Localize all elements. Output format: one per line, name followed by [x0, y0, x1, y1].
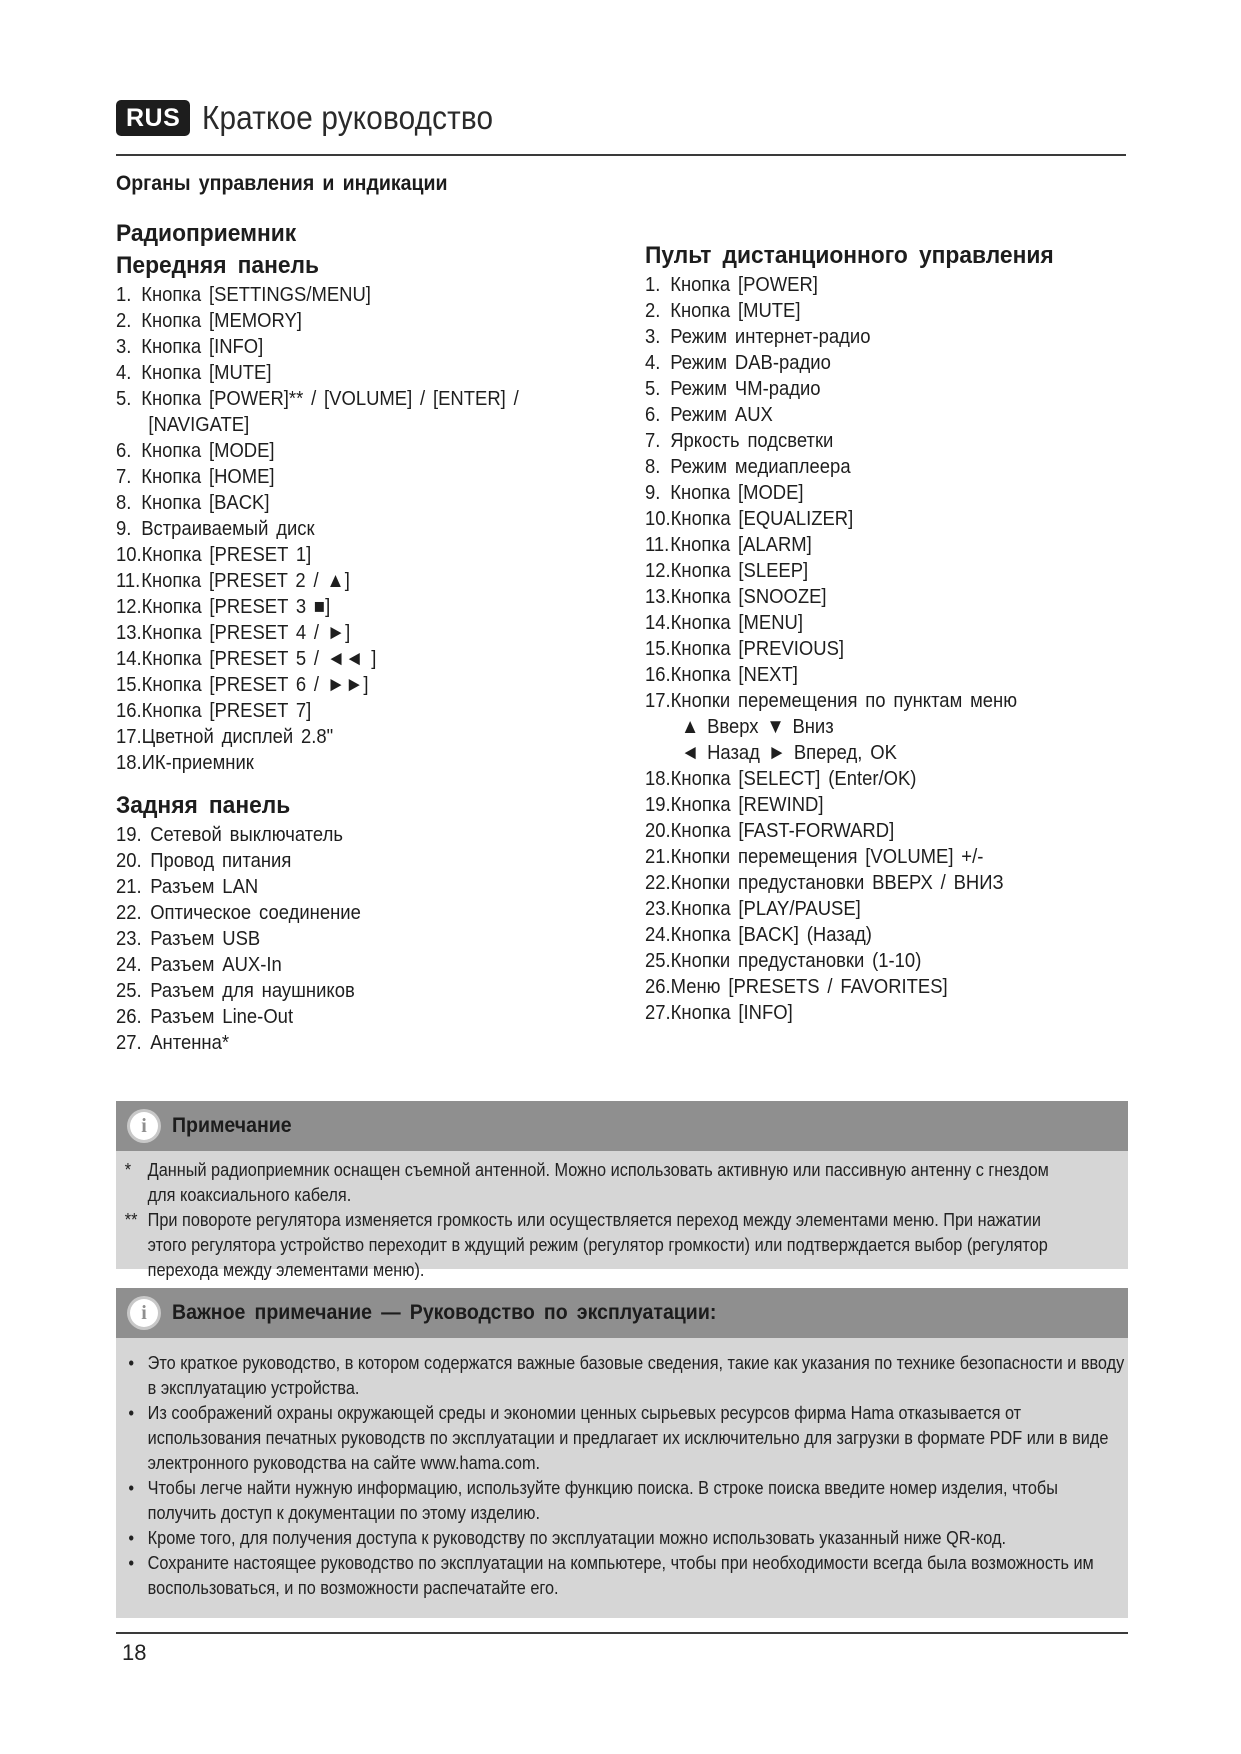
item-text: Кнопка [INFO] — [141, 335, 264, 358]
item-text: Кнопки предустановки (1-10) — [670, 949, 922, 972]
list-item — [645, 1000, 1086, 1026]
list-item — [116, 464, 566, 490]
note-marker: • — [128, 1402, 135, 1423]
item-text: Кнопка [REWIND] — [670, 793, 824, 816]
radio-heading: Радиоприемник — [116, 220, 297, 247]
item-number: 26. — [645, 975, 671, 998]
document-title: Краткое руководство — [202, 99, 494, 136]
note-text: получить доступ к документации по этому изделию. — [147, 1502, 540, 1523]
list-item — [116, 490, 566, 516]
list-item — [645, 896, 1086, 922]
note-marker: * — [124, 1159, 132, 1180]
note-text: в эксплуатацию устройства. — [147, 1377, 360, 1398]
item-text: Кнопка [POWER] — [670, 273, 818, 296]
item-text: Кнопка [ALARM] — [670, 533, 812, 556]
item-number: 5. — [116, 387, 132, 410]
item-number: 19. — [645, 793, 671, 816]
item-text: Кнопка [SLEEP] — [670, 559, 809, 582]
list-item — [645, 870, 1086, 896]
item-text: Антенна* — [150, 1031, 230, 1054]
item-number: 6. — [645, 403, 661, 426]
item-text: Оптическое соединение — [150, 901, 361, 924]
rear-panel-heading: Задняя панель — [116, 792, 291, 819]
item-text: Меню [PRESETS / FAVORITES] — [670, 975, 948, 998]
list-item — [116, 620, 566, 646]
note-marker: ** — [124, 1209, 138, 1230]
item-text: Кнопки перемещения по пунктам меню — [670, 689, 1018, 712]
item-number: 10. — [645, 507, 671, 530]
list-item — [116, 438, 566, 464]
item-text: Кнопка [PRESET 2 / ▲] — [141, 569, 350, 592]
item-text: Встраиваемый диск — [141, 517, 315, 540]
list-item — [116, 334, 566, 360]
note-line — [116, 1400, 1151, 1425]
item-text: Разъем Line-Out — [150, 1005, 294, 1028]
item-number: 21. — [645, 845, 671, 868]
list-item — [645, 298, 1086, 324]
important-note-body — [116, 1338, 1128, 1618]
item-number: 10. — [116, 543, 142, 566]
note-text: воспользоваться, и по возможности распечатайте его. — [147, 1577, 559, 1598]
item-number: 26. — [116, 1005, 142, 1028]
note-text: этого регулятора устройство переходит в ждущий режим (регулятор громкости) или подтверждается выбор (регулятор — [147, 1234, 1048, 1255]
list-item — [116, 516, 566, 542]
list-item — [645, 376, 1086, 402]
list-item — [116, 360, 566, 386]
list-item — [645, 792, 1086, 818]
item-number: 15. — [645, 637, 671, 660]
item-text: Режим интернет-радио — [670, 325, 871, 348]
note-text: Сохраните настоящее руководство по эксплуатации на компьютере, чтобы при необходимости всегда была возможность им — [147, 1552, 1094, 1573]
remote-list — [645, 272, 1135, 1026]
note-line — [116, 1500, 1151, 1525]
item-text: Кнопка [POWER]** / [VOLUME] / [ENTER] / — [141, 387, 519, 410]
item-number: 7. — [116, 465, 132, 488]
item-text: Кнопка [PLAY/PAUSE] — [670, 897, 861, 920]
remote-heading: Пульт дистанционного управления — [645, 242, 1054, 269]
item-text: Кнопка [FAST-FORWARD] — [670, 819, 895, 842]
item-text: Кнопка [BACK] — [141, 491, 270, 514]
item-text: ◄ Назад ► Вперед, OK — [681, 741, 897, 764]
note-line — [116, 1182, 1151, 1207]
note-line — [116, 1207, 1151, 1232]
item-number: 14. — [116, 647, 142, 670]
item-text: Кнопка [MEMORY] — [141, 309, 302, 332]
list-item — [116, 568, 566, 594]
list-item — [116, 308, 566, 334]
item-text: Кнопка [PRESET 4 / ►] — [141, 621, 351, 644]
list-item — [645, 610, 1086, 636]
list-item — [645, 662, 1086, 688]
item-number: 2. — [645, 299, 661, 322]
item-text: Кнопка [PRESET 3 ■] — [141, 595, 331, 618]
page-header — [116, 96, 526, 140]
note-line — [116, 1257, 1151, 1282]
item-number: 9. — [645, 481, 661, 504]
item-text: Кнопка [PRESET 1] — [141, 543, 312, 566]
note-line — [116, 1475, 1151, 1500]
item-text: Кнопка [MODE] — [141, 439, 275, 462]
item-text: Разъем LAN — [150, 875, 259, 898]
item-number: 8. — [116, 491, 132, 514]
note-text: для коаксиального кабеля. — [147, 1184, 352, 1205]
item-number: 27. — [645, 1001, 671, 1024]
rear-panel-list — [116, 822, 616, 1056]
note-title: Примечание — [172, 1114, 292, 1137]
left-column — [116, 218, 616, 1056]
item-number: 23. — [116, 927, 142, 950]
item-text: Режим медиаплеера — [670, 455, 851, 478]
item-number: 25. — [116, 979, 142, 1002]
item-text: Кнопка [NEXT] — [670, 663, 798, 686]
list-item — [116, 1004, 566, 1030]
list-item — [116, 412, 566, 438]
item-number: 11. — [116, 569, 141, 592]
note-marker: • — [128, 1477, 135, 1498]
item-text: Кнопка [MUTE] — [141, 361, 272, 384]
list-item — [645, 350, 1086, 376]
item-text: Кнопки перемещения [VOLUME] +/- — [670, 845, 984, 868]
item-text: Кнопка [HOME] — [141, 465, 275, 488]
item-text: Кнопка [SETTINGS/MENU] — [141, 283, 371, 306]
info-icon: i — [130, 1299, 158, 1327]
item-number: 13. — [645, 585, 671, 608]
item-number: 18. — [116, 751, 142, 774]
item-number: 18. — [645, 767, 671, 790]
item-number: 24. — [116, 953, 142, 976]
list-item — [116, 672, 566, 698]
item-number: 22. — [645, 871, 671, 894]
list-item — [116, 386, 566, 412]
list-item — [645, 688, 1086, 714]
item-number: 1. — [645, 273, 661, 296]
list-item — [116, 542, 566, 568]
note-marker: • — [128, 1552, 135, 1573]
note-text: Данный радиоприемник оснащен съемной антенной. Можно использовать активную или пассивную антенну с гнездом — [147, 1159, 1049, 1180]
item-number: 5. — [645, 377, 661, 400]
list-item — [645, 974, 1086, 1000]
note-line — [116, 1575, 1151, 1600]
item-number: 3. — [645, 325, 661, 348]
list-item — [116, 1030, 566, 1056]
list-item — [116, 822, 566, 848]
item-number: 22. — [116, 901, 142, 924]
item-number: 1. — [116, 283, 132, 306]
item-number: 15. — [116, 673, 142, 696]
list-item — [645, 948, 1086, 974]
note-line — [116, 1525, 1151, 1550]
important-note-header — [116, 1288, 1128, 1338]
item-text: Цветной дисплей 2.8" — [141, 725, 334, 748]
item-number: 19. — [116, 823, 142, 846]
item-text: Кнопка [EQUALIZER] — [670, 507, 854, 530]
note-line — [116, 1450, 1151, 1475]
item-text: Разъем USB — [150, 927, 261, 950]
language-badge: RUS — [116, 100, 190, 136]
item-text: ▲ Вверх ▼ Вниз — [681, 715, 834, 738]
item-number: 7. — [645, 429, 661, 452]
item-text: [NAVIGATE] — [148, 413, 250, 436]
list-item — [645, 532, 1086, 558]
note-line — [116, 1157, 1151, 1182]
list-item — [116, 724, 566, 750]
page-number: 18 — [122, 1640, 147, 1665]
item-number: 4. — [645, 351, 661, 374]
list-item — [645, 584, 1086, 610]
list-item — [645, 636, 1086, 662]
item-number: 13. — [116, 621, 142, 644]
header-divider — [116, 154, 1126, 156]
list-item — [645, 766, 1086, 792]
item-number: 11. — [645, 533, 670, 556]
note-text: Из соображений охраны окружающей среды и экономии ценных сырьевых ресурсов фирма Hama отказывается от — [147, 1402, 1022, 1423]
item-text: Режим DAB-радио — [670, 351, 831, 374]
list-item — [645, 454, 1086, 480]
list-item — [116, 874, 566, 900]
note-text: электронного руководства на сайте www.hama.com. — [147, 1452, 541, 1473]
item-text: Яркость подсветки — [670, 429, 834, 452]
item-number: 16. — [116, 699, 142, 722]
item-number: 23. — [645, 897, 671, 920]
list-item — [116, 900, 566, 926]
item-text: Кнопка [MODE] — [670, 481, 804, 504]
item-number: 2. — [116, 309, 132, 332]
item-number: 16. — [645, 663, 671, 686]
item-number: 6. — [116, 439, 132, 462]
list-item — [116, 646, 566, 672]
list-item — [116, 848, 566, 874]
list-item — [116, 282, 566, 308]
list-item — [645, 272, 1086, 298]
note-line — [116, 1350, 1151, 1375]
item-number: 27. — [116, 1031, 142, 1054]
note-line — [116, 1375, 1151, 1400]
note-text: Это краткое руководство, в котором содержатся важные базовые сведения, такие как указания по технике безопасности и вводу — [147, 1352, 1125, 1373]
note-line — [116, 1232, 1151, 1257]
note-marker: • — [128, 1352, 135, 1373]
item-number: 20. — [645, 819, 671, 842]
item-text: Кнопка [SNOOZE] — [670, 585, 827, 608]
front-panel-list — [116, 282, 616, 776]
item-number: 21. — [116, 875, 142, 898]
note-text: перехода между элементами меню). — [147, 1259, 425, 1280]
note-marker: • — [128, 1527, 135, 1548]
item-number: 25. — [645, 949, 671, 972]
list-item — [116, 698, 566, 724]
section-title: Органы управления и индикации — [116, 172, 448, 195]
item-number: 12. — [116, 595, 142, 618]
item-number: 9. — [116, 517, 132, 540]
list-item — [116, 952, 566, 978]
list-item — [645, 428, 1086, 454]
item-text: Кнопка [PRESET 5 / ◄◄ ] — [141, 647, 377, 670]
item-text: ИК-приемник — [141, 751, 254, 774]
item-text: Кнопка [PRESET 7] — [141, 699, 312, 722]
item-text: Провод питания — [150, 849, 292, 872]
list-item — [116, 594, 566, 620]
item-number: 14. — [645, 611, 671, 634]
item-text: Разъем AUX-In — [150, 953, 282, 976]
item-text: Кнопка [PREVIOUS] — [670, 637, 845, 660]
list-item — [645, 558, 1086, 584]
list-item — [645, 506, 1086, 532]
footer-divider — [116, 1632, 1128, 1634]
list-item — [645, 740, 1086, 766]
item-text: Режим AUX — [670, 403, 773, 426]
list-item — [645, 324, 1086, 350]
item-text: Кнопка [PRESET 6 / ►►] — [141, 673, 369, 696]
list-item — [645, 480, 1086, 506]
note-text: Кроме того, для получения доступа к руководству по эксплуатации можно использовать указанный ниже QR-код. — [147, 1527, 1007, 1548]
list-item — [645, 714, 1086, 740]
item-number: 3. — [116, 335, 132, 358]
item-text: Кнопка [MENU] — [670, 611, 803, 634]
item-text: Режим ЧМ-радио — [670, 377, 821, 400]
note-text: Чтобы легче найти нужную информацию, используйте функцию поиска. В строке поиска введите номер изделия, чтобы — [147, 1477, 1058, 1498]
item-number: 24. — [645, 923, 671, 946]
right-column — [645, 240, 1135, 1026]
item-number: 17. — [645, 689, 671, 712]
list-item — [645, 844, 1086, 870]
item-text: Кнопка [SELECT] (Enter/OK) — [670, 767, 917, 790]
note-text: использования печатных руководств по эксплуатации и предлагает их исключительно для загрузки в формате PDF или в виде — [147, 1427, 1109, 1448]
item-text: Разъем для наушников — [150, 979, 355, 1002]
item-text: Кнопки предустановки ВВЕРХ / ВНИЗ — [670, 871, 1004, 894]
item-text: Сетевой выключатель — [150, 823, 343, 846]
important-note-title: Важное примечание — Руководство по эксплуатации: — [172, 1301, 717, 1324]
item-text: Кнопка [MUTE] — [670, 299, 801, 322]
item-number: 20. — [116, 849, 142, 872]
list-item — [116, 750, 566, 776]
list-item — [645, 402, 1086, 428]
note-line — [116, 1550, 1151, 1575]
item-number: 4. — [116, 361, 132, 384]
item-text: Кнопка [BACK] (Назад) — [670, 923, 872, 946]
note-header — [116, 1101, 1128, 1151]
item-text: Кнопка [INFO] — [670, 1001, 793, 1024]
note-text: При повороте регулятора изменяется громкость или осуществляется переход между элементами меню. При нажатии — [147, 1209, 1041, 1230]
item-number: 12. — [645, 559, 671, 582]
item-number: 17. — [116, 725, 142, 748]
list-item — [645, 818, 1086, 844]
info-icon: i — [130, 1112, 158, 1140]
list-item — [645, 922, 1086, 948]
note-line — [116, 1425, 1151, 1450]
item-number: 8. — [645, 455, 661, 478]
list-item — [116, 978, 566, 1004]
note-body — [116, 1151, 1128, 1280]
front-panel-heading: Передняя панель — [116, 252, 320, 279]
list-item — [116, 926, 566, 952]
